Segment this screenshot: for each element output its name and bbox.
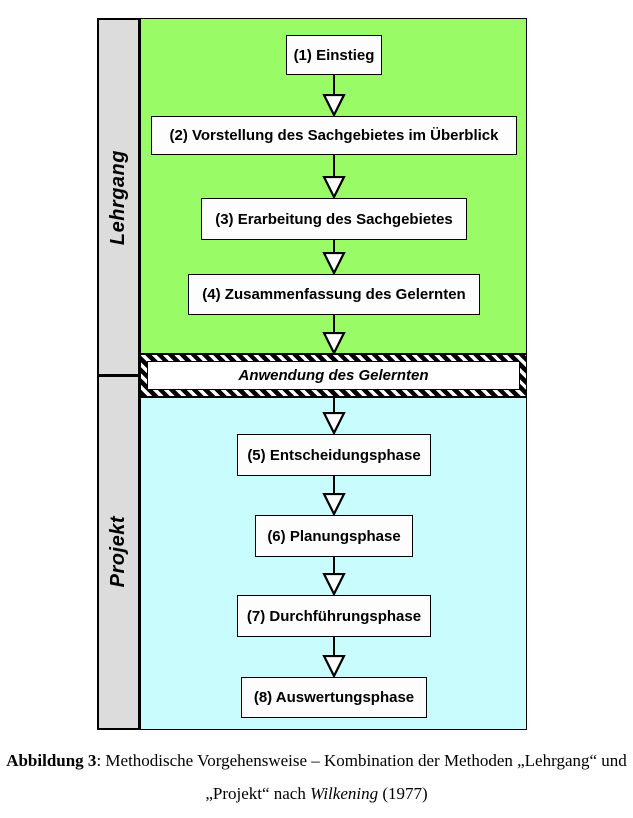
caption-author: Wilkening <box>310 784 379 803</box>
arrow-head-icon <box>322 176 346 198</box>
arrow-shaft <box>333 75 336 94</box>
arrow-down-icon <box>322 637 346 677</box>
step-box-5: (5) Entscheidungsphase <box>237 434 431 476</box>
arrow-head-icon <box>322 332 346 354</box>
arrow-head-icon <box>322 94 346 116</box>
arrow-shaft <box>333 476 336 493</box>
sidebar-section-projekt <box>99 377 138 727</box>
caption-line-2 <box>0 777 633 810</box>
arrow-down-icon <box>322 315 346 354</box>
arrow-head-icon <box>322 252 346 274</box>
caption-line2-post: (1977) <box>378 784 428 803</box>
step-box-1: (1) Einstieg <box>286 35 382 75</box>
arrow-head-icon <box>322 573 346 595</box>
arrow-down-icon <box>322 397 346 434</box>
application-band-label: Anwendung des Gelernten <box>238 367 429 384</box>
arrow-shaft <box>333 315 336 332</box>
arrow-head-icon <box>322 493 346 515</box>
arrow-shaft <box>333 637 336 655</box>
application-band-box <box>147 361 520 390</box>
step-box-6: (6) Planungsphase <box>255 515 413 557</box>
step-box-7: (7) Durchführungsphase <box>237 595 431 637</box>
arrow-shaft <box>333 397 336 412</box>
sidebar-section-lehrgang <box>99 20 138 375</box>
arrow-head-icon <box>322 412 346 434</box>
method-flow-diagram <box>97 18 527 730</box>
phase-sidebar <box>97 18 140 730</box>
step-box-3: (3) Erarbeitung des Sachgebietes <box>201 198 467 240</box>
caption-line-1 <box>0 744 633 777</box>
application-hatched-band <box>140 354 527 397</box>
arrow-shaft <box>333 240 336 252</box>
arrow-down-icon <box>322 75 346 116</box>
arrow-shaft <box>333 557 336 573</box>
arrow-down-icon <box>322 476 346 515</box>
step-box-8: (8) Auswertungsphase <box>241 677 427 718</box>
step-box-2: (2) Vorstellung des Sachgebietes im Überblick <box>151 116 517 155</box>
caption-line2-pre: „Projekt“ nach <box>205 784 311 803</box>
arrow-shaft <box>333 155 336 176</box>
arrow-down-icon <box>322 240 346 274</box>
caption-line1-text: : Methodische Vorgehensweise – Kombination der Methoden „Lehrgang“ und <box>96 751 627 770</box>
arrow-head-icon <box>322 655 346 677</box>
figure-caption <box>0 744 633 810</box>
lehrgang-label: Lehrgang <box>107 149 129 246</box>
arrow-down-icon <box>322 557 346 595</box>
projekt-label: Projekt <box>107 516 129 588</box>
figure-label: Abbildung 3 <box>6 751 97 770</box>
step-box-4: (4) Zusammenfassung des Gelernten <box>188 274 480 315</box>
arrow-down-icon <box>322 155 346 198</box>
